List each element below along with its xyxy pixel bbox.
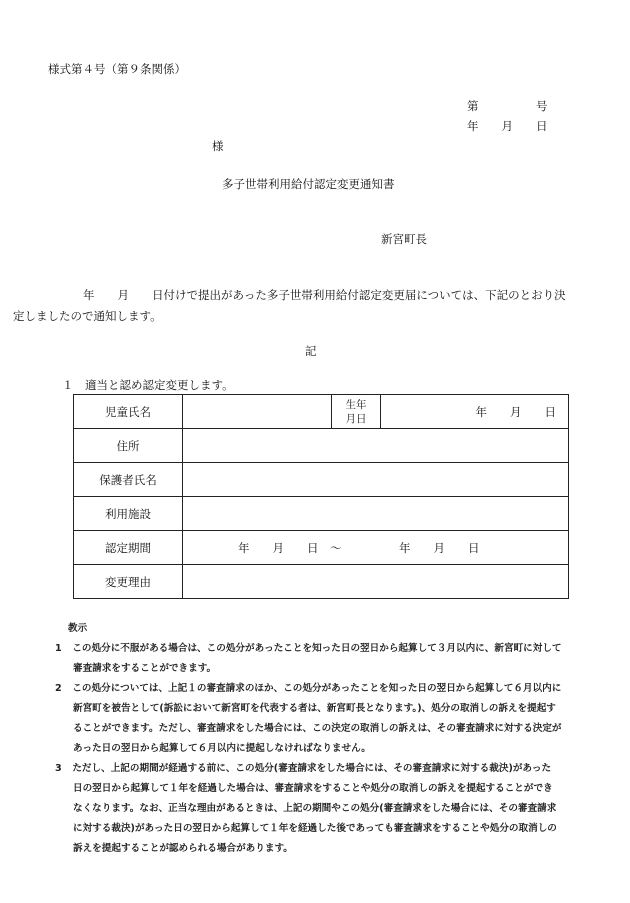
reason-value xyxy=(183,565,569,599)
birth-label xyxy=(332,395,381,429)
ki-heading: 記 xyxy=(305,344,317,358)
notice-line: 新宮町を被告として(訴訟において新宮町を代表する者は、新宮町長となります。)、処分の取消しの訴えを提起す xyxy=(73,703,556,714)
birth-label-2: 月日 xyxy=(345,412,367,425)
notice-line: この処分に不服がある場合は、この処分があったことを知った日の翌日から起算して３月以内に、新宮町に対して xyxy=(72,643,562,654)
notice-item-number: 3 xyxy=(55,763,62,774)
section-1-heading: １ 適当と認め認定変更します。 xyxy=(62,378,234,392)
child-name-value xyxy=(183,395,332,429)
notice-item-number: 1 xyxy=(55,643,62,654)
guardian-value xyxy=(183,463,569,497)
notice-line: なくなります。なお、正当な理由があるときは、上記の期間やこの処分(審査請求をした場合には、その審査請求 xyxy=(73,803,557,814)
body-line-2: 定しましたので通知します。 xyxy=(13,309,162,323)
notice-section xyxy=(55,619,585,859)
address-value xyxy=(183,429,569,463)
notice-line: 訴えを提起することが認められる場合があります。 xyxy=(73,843,293,854)
notice-line: 審査請求をすることができます。 xyxy=(73,663,217,674)
table-row xyxy=(74,429,569,463)
notice-heading: 教示 xyxy=(68,623,88,634)
notice-line: ただし、上記の期間が経過する前に、この処分(審査請求をした場合には、その審査請求に対する裁決)があった xyxy=(72,763,552,774)
notice-line: あった日の翌日から起算して６月以内に提起しなければなりません。 xyxy=(73,743,371,754)
birth-date-value: 年 月 日 xyxy=(381,395,569,429)
guardian-label: 保護者氏名 xyxy=(74,463,183,497)
body-paragraph xyxy=(13,285,580,327)
period-value: 年 月 日 ～ 年 月 日 xyxy=(183,531,569,565)
issuer: 新宮町長 xyxy=(381,232,427,246)
address-label: 住所 xyxy=(74,429,183,463)
facility-value xyxy=(183,497,569,531)
notice-item xyxy=(55,679,585,759)
reason-label: 変更理由 xyxy=(74,565,183,599)
notification-table xyxy=(73,394,569,599)
page-title: 多子世帯利用給付認定変更通知書 xyxy=(222,177,395,191)
period-label: 認定期間 xyxy=(74,531,183,565)
table-row xyxy=(74,565,569,599)
table-row xyxy=(74,531,569,565)
notice-line: ることができます。ただし、審査請求をした場合には、この決定の取消しの訴えは、その審査請求に対する決定が xyxy=(73,723,562,734)
body-line-1: 年 月 日付けで提出があった多子世帯利用給付認定変更届については、下記のとおり決 xyxy=(83,288,566,302)
recipient-suffix: 様 xyxy=(212,139,224,153)
form-number: 様式第４号（第９条関係） xyxy=(48,62,186,76)
birth-label-1: 生年 xyxy=(345,398,367,411)
notice-item-number: 2 xyxy=(55,683,62,694)
child-name-label: 児童氏名 xyxy=(74,395,183,429)
table-row xyxy=(74,463,569,497)
doc-number: 第 号 xyxy=(467,99,548,113)
table-row xyxy=(74,497,569,531)
facility-label: 利用施設 xyxy=(74,497,183,531)
notice-line: に対する裁決)があった日の翌日から起算して１年を経過した後であっても審査請求をすることや処分の取消しの xyxy=(73,823,557,834)
notice-line: この処分については、上記１の審査請求のほか、この処分があったことを知った日の翌日から起算して６月以内に xyxy=(72,683,562,694)
notice-item xyxy=(55,639,585,679)
notice-line: 日の翌日から起算して１年を経過した場合は、審査請求をすることや処分の取消しの訴えを提起することができ xyxy=(73,783,553,794)
table-row xyxy=(74,395,569,429)
notice-item xyxy=(55,759,585,859)
doc-date: 年 月 日 xyxy=(467,119,548,133)
